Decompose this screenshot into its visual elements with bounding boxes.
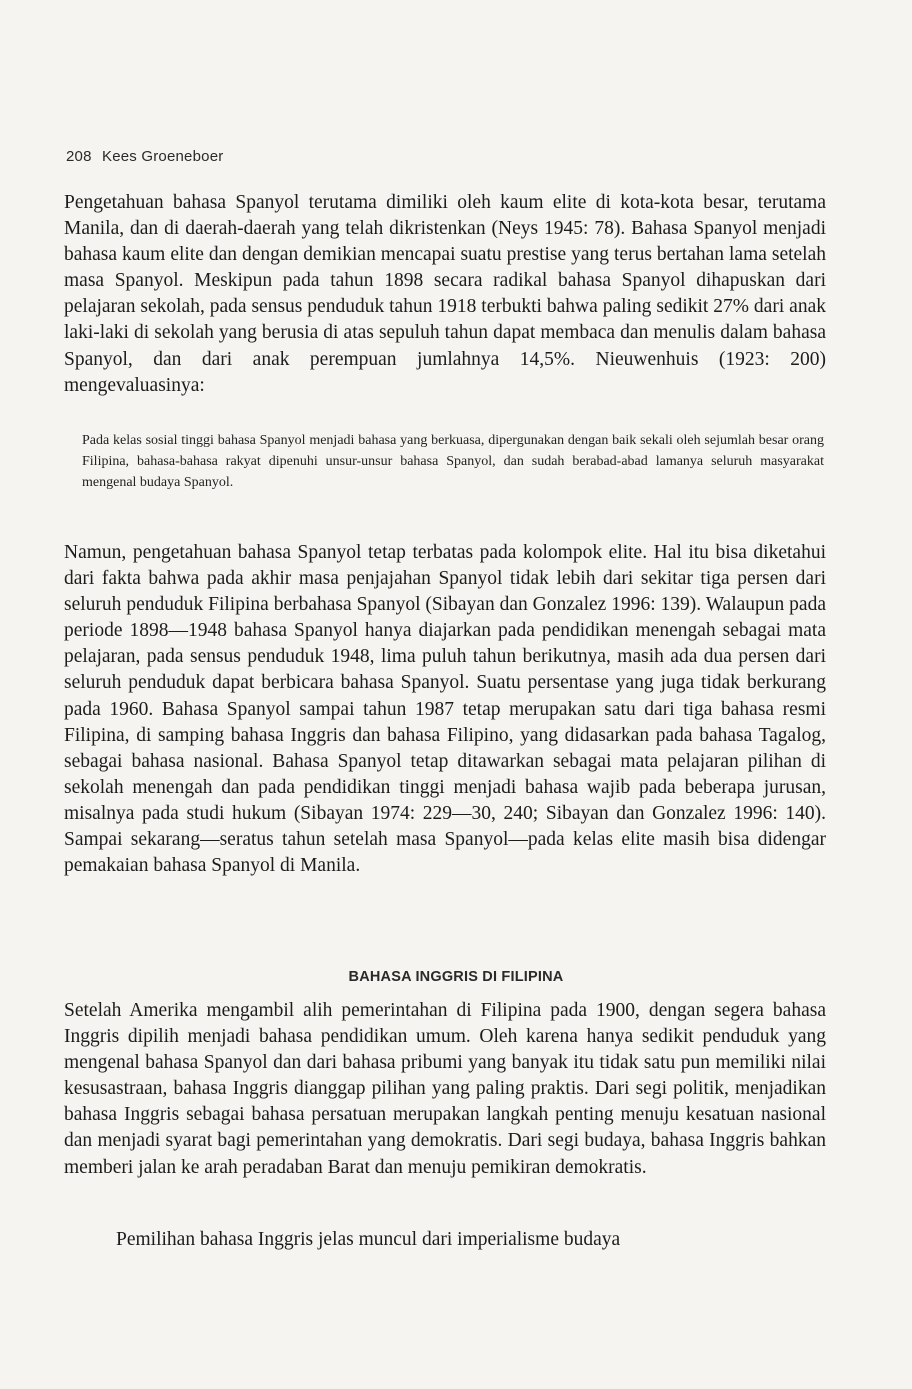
paragraph-2: Namun, pengetahuan bahasa Spanyol tetap terbatas pada kolompok elite. Hal itu bisa diketahui dari fakta bahwa pada akhir masa penjajahan Spanyol tidak lebih dari sekitar tiga persen dari seluruh penduduk Filipina berbahasa Spanyol (Sibayan dan Gonzalez 1996: 139). Walaupun pada periode 1898—1948 bahasa Spanyol hanya diajarkan pada pendidikan menengah sebagai mata pelajaran, pada sensus penduduk 1948, lima puluh tahun berikutnya, masih ada dua persen dari seluruh penduduk dapat berbicara bahasa Spanyol. Suatu persentase yang juga tidak berkurang pada 1960. Bahasa Spanyol sampai tahun 1987 tetap merupakan satu dari tiga bahasa resmi Filipina, di samping bahasa Inggris dan bahasa Filipino, yang didasarkan pada bahasa Tagalog, sebagai bahasa nasional. Bahasa Spanyol tetap ditawarkan sebagai mata pelajaran pilihan di sekolah menengah dan pada pendidikan tinggi menjadi bahasa wajib pada beberapa jurusan, misalnya pada studi hukum (Sibayan 1974: 229—30, 240; Sibayan dan Gonzalez 1996: 140). Sampai sekarang—seratus tahun setelah masa Spanyol—pada kelas elite masih bisa didengar pemakaian bahasa Spanyol di Manila. (64, 542, 826, 877)
paragraph-3: Setelah Amerika mengambil alih pemerintahan di Filipina pada 1900, dengan segera bahasa Inggris dipilih menjadi bahasa pendidikan umum. Oleh karena hanya sedikit penduduk yang mengenal bahasa Spanyol dan dari bahasa pribumi yang banyak itu tidak satu pun memiliki nilai kesusastraan, bahasa Inggris dianggap pilihan yang paling praktis. Dari segi politik, menjadikan bahasa Inggris sebagai bahasa persatuan merupakan langkah penting menuju kesatuan nasional dan menjadi syarat bagi pemerintahan yang demokratis. Dari segi budaya, bahasa Inggris bahkan memberi jalan ke arah peradaban Barat dan menuju pemikiran demokratis. (64, 1000, 826, 1178)
page-number: 208 (66, 148, 92, 165)
author-name: Kees Groeneboer (102, 148, 224, 165)
block-quote: Pada kelas sosial tinggi bahasa Spanyol menjadi bahasa yang berkuasa, dipergunakan dengan baik sekali oleh sejumlah besar orang Filipina, bahasa-bahasa rakyat dipenuhi unsur-unsur bahasa Spanyol, dan sudah berabad-abad lamanya seluruh masyarakat mengenal budaya Spanyol. (82, 433, 824, 490)
running-header (66, 148, 223, 165)
paragraph-4: Pemilihan bahasa Inggris jelas muncul dari imperialisme budaya (116, 1229, 621, 1250)
section-heading: BAHASA INGGRIS DI FILIPINA (348, 969, 564, 985)
paragraph-1: Pengetahuan bahasa Spanyol terutama dimiliki oleh kaum elite di kota-kota besar, terutama Manila, dan di daerah-daerah yang telah dikristenkan (Neys 1945: 78). Bahasa Spanyol menjadi bahasa kaum elite dan dengan demikian mencapai suatu prestise yang terus bertahan lama setelah masa Spanyol. Meskipun pada tahun 1898 secara radikal bahasa Spanyol dihapuskan dari pelajaran sekolah, pada sensus penduduk tahun 1918 terbukti bahwa paling sedikit 27% dari anak laki-laki di sekolah yang berusia di atas sepuluh tahun dapat membaca dan menulis dalam bahasa Spanyol, dan dari anak perempuan jumlahnya 14,5%. Nieuwenhuis (1923: 200) mengevaluasinya: (64, 192, 826, 396)
